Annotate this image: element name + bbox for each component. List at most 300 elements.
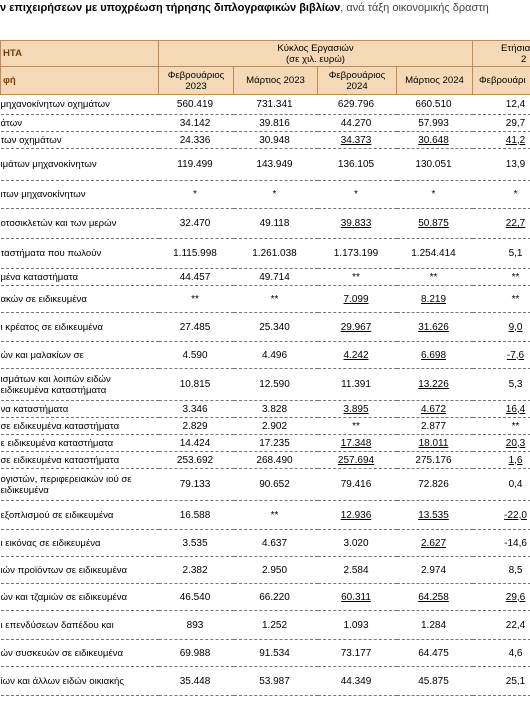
turnover-cell (159, 269, 234, 286)
annual-change-value: 25,1 (505, 675, 526, 687)
turnover-value: 3.828 (261, 403, 288, 415)
turnover-value: 1.173.199 (333, 248, 379, 259)
row-label: ών συσκευών σε ειδικευμένα (1, 640, 159, 667)
turnover-value: 2.382 (182, 564, 208, 576)
turnover-cell (159, 401, 234, 418)
turnover-cell (234, 452, 318, 469)
annual-change-cell (473, 342, 530, 369)
turnover-cell (159, 667, 234, 696)
turnover-value: 39.816 (259, 117, 290, 129)
turnover-value: 7.099 (343, 293, 369, 305)
table-row (1, 239, 530, 269)
turnover-cell (234, 239, 318, 269)
turnover-value: 32.470 (179, 218, 211, 229)
turnover-cell (397, 149, 473, 181)
table-row (1, 313, 530, 342)
turnover-cell (397, 209, 473, 239)
annual-change-cell (473, 530, 530, 557)
row-label: ι κρέατος σε ειδικευμένα (1, 313, 159, 342)
annual-change-value: 22,4 (505, 619, 526, 631)
turnover-value: 90.652 (259, 479, 290, 490)
annual-change-cell (473, 132, 530, 149)
turnover-value: 8.219 (420, 293, 447, 305)
turnover-value: 46.540 (179, 591, 211, 603)
annual-change-value: 16,4 (505, 403, 526, 415)
turnover-cell (397, 342, 473, 369)
turnover-value: 10.815 (179, 379, 211, 390)
turnover-cell (159, 452, 234, 469)
annual-change-value: ** (511, 271, 520, 283)
turnover-cell (159, 530, 234, 557)
annual-change-value: 5,1 (508, 248, 523, 259)
turnover-value: 1.261.038 (252, 248, 297, 259)
turnover-cell (318, 530, 397, 557)
turnover-cell (234, 469, 318, 501)
turnover-cell (318, 95, 397, 115)
row-label: οτοσικλετών και των μερών (1, 209, 159, 239)
turnover-cell (159, 286, 234, 313)
code-header: φή (1, 67, 159, 95)
turnover-cell (159, 611, 234, 640)
turnover-value: 34.142 (179, 117, 211, 129)
turnover-cell (318, 209, 397, 239)
turnover-cell (234, 181, 318, 209)
annual-change-cell (473, 501, 530, 530)
row-label: ε ειδικευμένα καταστήματα (1, 435, 159, 452)
turnover-value: 91.534 (259, 647, 290, 659)
turnover-cell (159, 435, 234, 452)
table-row (1, 369, 530, 401)
turnover-value: * (354, 189, 358, 200)
turnover-cell (159, 342, 234, 369)
turnover-cell (234, 611, 318, 640)
turnover-value: 79.133 (179, 479, 211, 490)
turnover-cell (318, 369, 397, 401)
turnover-value: 1.093 (343, 619, 369, 631)
annual-change-cell (473, 557, 530, 584)
turnover-value: 27.485 (179, 321, 211, 333)
turnover-value: 3.346 (182, 403, 208, 415)
turnover-cell (234, 149, 318, 181)
turnover-cell (397, 452, 473, 469)
row-label: ιών προϊόντων σε ειδικευμένα (1, 557, 159, 584)
turnover-cell (159, 313, 234, 342)
turnover-cell (234, 401, 318, 418)
turnover-cell (159, 584, 234, 611)
annual-change-value: 0,4 (508, 479, 523, 490)
turnover-value: 34.373 (340, 134, 372, 146)
turnover-value: 45.875 (418, 675, 449, 687)
annual-change-cell (473, 209, 530, 239)
turnover-value: 31.626 (418, 321, 449, 333)
turnover-value: 44.349 (340, 675, 372, 687)
turnover-value: * (193, 189, 197, 200)
period-header: Φεβρουάριος 2024 (318, 67, 397, 95)
annual-change-cell (473, 269, 530, 286)
annual-change-cell (473, 286, 530, 313)
turnover-cell (159, 640, 234, 667)
turnover-value: 25.340 (259, 321, 290, 333)
annual-change-cell (473, 115, 530, 132)
turnover-value: 6.698 (420, 349, 447, 361)
turnover-value: 13.226 (418, 379, 449, 390)
table-row (1, 95, 530, 115)
annual-change-value: -14,6 (504, 537, 527, 549)
turnover-cell (397, 418, 473, 435)
annual-change-cell (473, 469, 530, 501)
annual-change-cell (473, 611, 530, 640)
turnover-cell (234, 584, 318, 611)
annual-change-value: 22,7 (505, 218, 526, 229)
turnover-value: 257.694 (337, 454, 375, 466)
table-row (1, 469, 530, 501)
turnover-cell (159, 181, 234, 209)
annual-change-cell (473, 584, 530, 611)
turnover-cell (397, 269, 473, 286)
section-header: ΗΤΑ (1, 41, 159, 67)
turnover-value: 4.672 (420, 403, 447, 415)
annual-change-cell (473, 667, 530, 696)
annual-change-value: 13,9 (505, 159, 526, 170)
turnover-cell (397, 584, 473, 611)
turnover-value: 44.457 (179, 271, 211, 283)
turnover-cell (234, 369, 318, 401)
turnover-group-header (159, 41, 473, 67)
turnover-value: 60.311 (341, 591, 371, 603)
turnover-cell (318, 667, 397, 696)
annual-change-value: 12,4 (505, 99, 526, 110)
turnover-cell (318, 469, 397, 501)
annual-change-cell (473, 640, 530, 667)
turnover-cell (159, 95, 234, 115)
turnover-value: 18.011 (418, 437, 449, 449)
row-label: ισμάτων και λοιπών ειδών ειδικευμένα καταστήματα (1, 369, 159, 401)
turnover-cell (318, 501, 397, 530)
turnover-value: 130.051 (415, 159, 452, 170)
pct-period-header: Φεβρουάρι (473, 67, 530, 95)
turnover-cell (234, 313, 318, 342)
turnover-cell (234, 286, 318, 313)
annual-change-cell (473, 239, 530, 269)
turnover-cell (318, 269, 397, 286)
turnover-cell (397, 115, 473, 132)
turnover-value: 3.020 (343, 537, 369, 549)
turnover-cell (318, 452, 397, 469)
table-row (1, 269, 530, 286)
annual-change-value: 4,6 (508, 647, 523, 659)
turnover-cell (159, 418, 234, 435)
turnover-value: 73.177 (340, 647, 372, 659)
turnover-value: 2.584 (343, 564, 369, 576)
turnover-cell (397, 313, 473, 342)
table-row (1, 418, 530, 435)
turnover-value: 253.692 (176, 454, 214, 466)
turnover-value: 119.499 (177, 159, 213, 170)
table-row (1, 435, 530, 452)
annual-change-value: ** (511, 293, 520, 305)
turnover-cell (397, 611, 473, 640)
turnover-cell (318, 313, 397, 342)
turnover-cell (397, 640, 473, 667)
row-label: μηχανοκίνητων οχημάτων (1, 95, 159, 115)
turnover-value: 731.341 (256, 99, 293, 110)
row-label: εξοπλισμού σε ειδικευμένα (1, 501, 159, 530)
turnover-cell (234, 640, 318, 667)
turnover-value: 35.448 (179, 675, 211, 687)
turnover-cell (318, 149, 397, 181)
turnover-cell (397, 239, 473, 269)
turnover-cell (318, 557, 397, 584)
turnover-unit-label: (σε χιλ. ευρώ) (285, 53, 346, 65)
table-row (1, 501, 530, 530)
turnover-value: 629.796 (337, 99, 375, 110)
turnover-value: 4.637 (261, 537, 288, 549)
annual-change-label: Ετήσια (501, 42, 530, 54)
turnover-cell (234, 667, 318, 696)
annual-change-value: 5,3 (508, 379, 523, 390)
turnover-cell (397, 181, 473, 209)
turnover-value: 143.949 (256, 159, 293, 170)
turnover-value: 64.258 (418, 591, 449, 603)
row-label: σε ειδικευμένα καταστήματα (1, 418, 159, 435)
turnover-cell (318, 611, 397, 640)
row-label: ι επενδύσεων δαπέδου και (1, 611, 159, 640)
period-header: Φεβρουάριος 2023 (159, 67, 234, 95)
table-title-rest: , ανά τάξη οικονομικής δραστη (340, 2, 489, 14)
turnover-cell (318, 418, 397, 435)
table-row (1, 452, 530, 469)
row-label: ογιστών, περιφερειακών ιού σε ειδικευμένα (1, 469, 159, 501)
annual-change-value: 1,6 (508, 454, 523, 466)
annual-change-cell (473, 435, 530, 452)
turnover-value: ** (270, 293, 279, 305)
annual-change-value: 20,3 (505, 437, 526, 449)
table-row (1, 584, 530, 611)
turnover-table (0, 40, 530, 696)
annual-change-cell (473, 149, 530, 181)
row-label: μένα καταστήματα (1, 269, 159, 286)
turnover-value: 39.833 (340, 218, 372, 229)
table-row (1, 149, 530, 181)
annual-change-sub: 2 (521, 53, 527, 65)
period-header: Μάρτιος 2023 (234, 67, 318, 95)
turnover-cell (318, 239, 397, 269)
turnover-value: ** (352, 420, 360, 432)
turnover-cell (234, 132, 318, 149)
annual-change-cell (473, 313, 530, 342)
turnover-cell (318, 181, 397, 209)
turnover-value: 136.105 (337, 159, 375, 170)
turnover-value: 660.510 (415, 99, 452, 110)
turnover-cell (159, 557, 234, 584)
turnover-value: 30.648 (418, 134, 449, 146)
turnover-value: 17.348 (340, 437, 372, 449)
turnover-value: ** (270, 509, 279, 521)
row-label: ταστήματα που πωλούν (1, 239, 159, 269)
turnover-value: 53.987 (259, 675, 290, 687)
turnover-value: 3.895 (343, 403, 369, 415)
turnover-value: 4.242 (343, 349, 369, 361)
turnover-cell (159, 369, 234, 401)
annual-change-cell (473, 418, 530, 435)
annual-change-cell (473, 369, 530, 401)
annual-change-header (473, 41, 530, 67)
turnover-cell (318, 342, 397, 369)
turnover-value: 893 (186, 619, 204, 631)
turnover-value: 64.475 (418, 647, 449, 659)
table-row (1, 181, 530, 209)
turnover-cell (234, 501, 318, 530)
annual-change-value: 29,6 (505, 591, 526, 603)
turnover-value: 14.424 (179, 437, 211, 449)
turnover-value: 2.829 (182, 420, 208, 432)
turnover-cell (159, 132, 234, 149)
turnover-value: 29.967 (340, 321, 372, 333)
row-label: ίων και άλλων ειδών οικιακής (1, 667, 159, 696)
turnover-value: 57.993 (418, 117, 449, 129)
turnover-value: 69.988 (179, 647, 211, 659)
turnover-value: ** (191, 293, 199, 305)
turnover-value: 49.118 (259, 218, 290, 229)
table-row (1, 557, 530, 584)
turnover-value: 1.254.414 (411, 248, 456, 259)
table-row (1, 342, 530, 369)
turnover-cell (397, 530, 473, 557)
annual-change-value: ** (511, 420, 520, 432)
turnover-cell (318, 435, 397, 452)
turnover-value: 16.588 (179, 509, 211, 521)
turnover-cell (397, 501, 473, 530)
row-label: σε ειδικευμένα καταστήματα (1, 452, 159, 469)
turnover-cell (397, 667, 473, 696)
annual-change-value: 41,2 (505, 134, 526, 146)
turnover-value: * (431, 189, 436, 200)
turnover-cell (397, 401, 473, 418)
table-title-main: ν επιχειρήσεων με υποχρέωση τήρησης διπλογραφικών βιβλίων (0, 2, 341, 14)
turnover-value: 11.391 (341, 379, 371, 390)
turnover-value: 49.714 (259, 271, 290, 283)
turnover-value: 1.115.998 (173, 248, 217, 259)
turnover-value: 268.490 (256, 454, 293, 466)
row-label: να καταστήματα (1, 401, 159, 418)
row-label: ι εικόνας σε ειδικευμένα (1, 530, 159, 557)
turnover-cell (159, 501, 234, 530)
turnover-cell (159, 149, 234, 181)
turnover-value: 2.974 (420, 564, 447, 576)
turnover-cell (397, 469, 473, 501)
table-row (1, 132, 530, 149)
table-row (1, 611, 530, 640)
turnover-cell (234, 209, 318, 239)
annual-change-cell (473, 181, 530, 209)
turnover-value: 50.875 (418, 218, 449, 229)
turnover-cell (318, 401, 397, 418)
row-label: ών και τζαμιών σε ειδικευμένα (1, 584, 159, 611)
turnover-value: * (272, 189, 277, 200)
annual-change-cell (473, 401, 530, 418)
turnover-cell (234, 269, 318, 286)
turnover-cell (397, 286, 473, 313)
turnover-cell (318, 132, 397, 149)
turnover-value: 2.627 (420, 537, 447, 549)
turnover-cell (159, 469, 234, 501)
table-row (1, 530, 530, 557)
table-row (1, 286, 530, 313)
row-label: των οχημάτων (1, 132, 159, 149)
table-row (1, 667, 530, 696)
turnover-value: 560.419 (176, 99, 214, 110)
table-row (1, 209, 530, 239)
row-label: άτων (1, 115, 159, 132)
turnover-value: 72.826 (418, 479, 449, 490)
annual-change-cell (473, 95, 530, 115)
turnover-cell (318, 286, 397, 313)
annual-change-value: 29,7 (505, 117, 526, 129)
table-row (1, 401, 530, 418)
turnover-cell (234, 435, 318, 452)
turnover-cell (234, 115, 318, 132)
turnover-cell (397, 557, 473, 584)
turnover-cell (159, 115, 234, 132)
turnover-cell (234, 342, 318, 369)
row-label: ών και μαλακίων σε (1, 342, 159, 369)
turnover-value: 4.590 (182, 349, 208, 361)
turnover-value: 24.336 (179, 134, 211, 146)
annual-change-value: * (513, 189, 518, 200)
turnover-value: 275.176 (415, 454, 452, 466)
annual-change-value: 8,5 (508, 564, 523, 576)
turnover-value: 2.950 (261, 564, 288, 576)
turnover-cell (397, 369, 473, 401)
turnover-value: 13.535 (418, 509, 449, 521)
turnover-value: 66.220 (259, 591, 290, 603)
table-row (1, 640, 530, 667)
turnover-value: 1.252 (261, 619, 288, 631)
turnover-value: ** (352, 271, 360, 283)
annual-change-value: -7,6 (506, 349, 525, 361)
turnover-cell (234, 557, 318, 584)
turnover-value: 12.936 (340, 509, 372, 521)
turnover-value: 2.902 (261, 420, 288, 432)
turnover-value: ** (429, 271, 438, 283)
turnover-value: 12.590 (259, 379, 290, 390)
turnover-value: 3.535 (182, 537, 208, 549)
row-label: ιμάτων μηχανοκίνητων (1, 149, 159, 181)
turnover-value: 1.284 (420, 619, 447, 631)
table-row (1, 115, 530, 132)
turnover-value: 17.235 (259, 437, 290, 449)
turnover-value: 79.416 (340, 479, 372, 490)
turnover-cell (397, 95, 473, 115)
turnover-cell (397, 132, 473, 149)
turnover-cell (159, 209, 234, 239)
row-label: ακών σε ειδικευμένα (1, 286, 159, 313)
row-label: ιτων μηχανοκίνητων (1, 181, 159, 209)
turnover-cell (234, 95, 318, 115)
turnover-value: 44.270 (340, 117, 372, 129)
annual-change-value: 9,0 (508, 321, 523, 333)
turnover-cell (234, 530, 318, 557)
annual-change-value: -22,0 (504, 509, 527, 521)
turnover-cell (318, 640, 397, 667)
table-title (0, 0, 489, 16)
turnover-value: 30.948 (259, 134, 290, 146)
turnover-cell (159, 239, 234, 269)
turnover-value: 4.496 (261, 349, 288, 361)
turnover-cell (318, 584, 397, 611)
annual-change-cell (473, 452, 530, 469)
turnover-value: 2.877 (420, 420, 447, 432)
